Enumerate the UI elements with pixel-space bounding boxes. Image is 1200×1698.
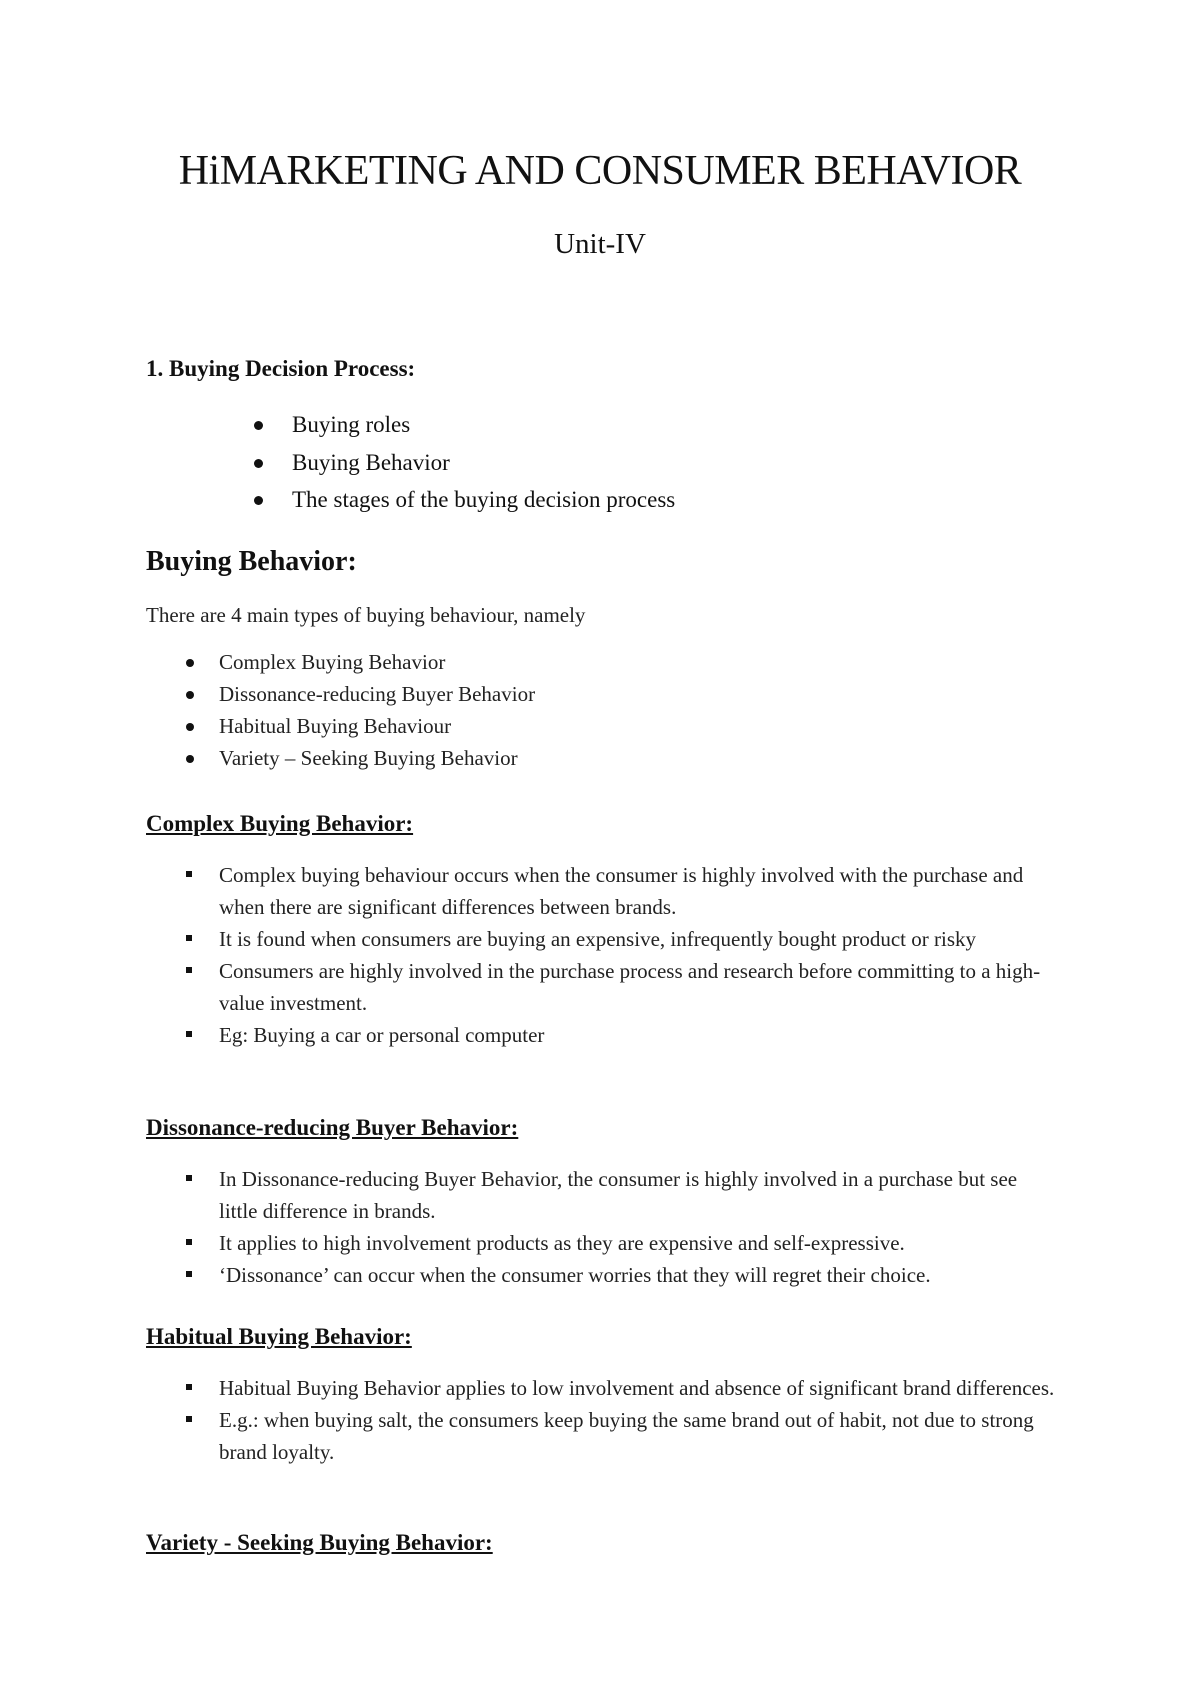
- list-item: [146, 1404, 1056, 1468]
- list-item-text: Habitual Buying Behavior applies to low involvement and absence of significant brand differences.: [219, 1376, 1055, 1400]
- section-habitual-buying: [146, 1322, 1056, 1468]
- variety-heading: Variety - Seeking Buying Behavior:: [146, 1530, 493, 1555]
- habitual-points-list: [146, 1372, 1056, 1468]
- square-bullet-icon: [186, 1416, 192, 1422]
- unit-label: Unit-IV: [554, 228, 646, 260]
- list-item-text: Variety – Seeking Buying Behavior: [219, 746, 518, 770]
- list-item-text: Consumers are highly involved in the purchase process and research before committing to a high-value investment.: [219, 959, 1041, 1015]
- section-dissonance-reducing: [146, 1113, 1056, 1291]
- list-item-text: ‘Dissonance’ can occur when the consumer worries that they will regret their choice.: [219, 1263, 931, 1287]
- square-bullet-icon: [186, 1175, 192, 1181]
- list-item-text: Buying Behavior: [292, 449, 450, 475]
- list-item: [146, 742, 1056, 774]
- behavior-types-list: [146, 646, 1056, 774]
- list-item-text: E.g.: when buying salt, the consumers keep buying the same brand out of habit, not due to strong brand loyalty.: [219, 1408, 1034, 1464]
- list-item-text: The stages of the buying decision process: [292, 487, 676, 512]
- section-buying-decision-process: [146, 354, 1056, 519]
- document-title: HiMARKETING AND CONSUMER BEHAVIOR: [178, 148, 1022, 194]
- bullet-icon: [186, 755, 194, 763]
- complex-points-list: [146, 859, 1056, 1051]
- list-item-text: Eg: Buying a car or personal computer: [219, 1023, 545, 1047]
- dissonance-heading: Dissonance-reducing Buyer Behavior:: [146, 1115, 519, 1140]
- bullet-icon: [254, 421, 263, 430]
- dissonance-points-list: [146, 1163, 1056, 1291]
- list-item: [146, 481, 1056, 519]
- list-item: [146, 1163, 1056, 1227]
- list-item: [146, 1227, 1056, 1259]
- square-bullet-icon: [186, 1384, 192, 1390]
- list-item: [146, 955, 1056, 1019]
- section-heading: 1. Buying Decision Process:: [146, 356, 416, 381]
- square-bullet-icon: [186, 1271, 192, 1277]
- square-bullet-icon: [186, 1031, 192, 1037]
- list-item: [146, 678, 1056, 710]
- list-item-text: Complex buying behaviour occurs when the consumer is highly involved with the purchase and when there are significant differences between brands.: [219, 863, 1024, 919]
- square-bullet-icon: [186, 1239, 192, 1245]
- list-item-text: Dissonance-reducing Buyer Behavior: [219, 682, 536, 706]
- square-bullet-icon: [186, 967, 192, 973]
- bullet-icon: [254, 496, 263, 505]
- bullet-icon: [186, 659, 194, 667]
- outline-list: [146, 406, 1056, 519]
- list-item-text: Habitual Buying Behaviour: [219, 714, 452, 738]
- list-item-text: Buying roles: [292, 412, 411, 437]
- list-item-text: Complex Buying Behavior: [219, 650, 446, 674]
- list-item: [146, 1259, 1056, 1291]
- list-item: [146, 406, 1056, 444]
- complex-heading: Complex Buying Behavior:: [146, 811, 414, 836]
- habitual-heading: Habitual Buying Behavior:: [146, 1324, 412, 1349]
- list-item: [146, 646, 1056, 678]
- intro-text: There are 4 main types of buying behaviour, namely: [146, 603, 586, 627]
- list-item: [146, 710, 1056, 742]
- list-item: [146, 923, 1056, 955]
- list-item-text: In Dissonance-reducing Buyer Behavior, the consumer is highly involved in a purchase but see little difference in brands.: [219, 1167, 1018, 1223]
- list-item-text: It applies to high involvement products as they are expensive and self-expressive.: [219, 1231, 905, 1255]
- list-item-text: It is found when consumers are buying an expensive, infrequently bought product or risky: [219, 927, 976, 951]
- list-item: [146, 859, 1056, 923]
- buying-behavior-heading: Buying Behavior:: [146, 546, 357, 577]
- list-item: [146, 1372, 1056, 1404]
- list-item: [146, 1019, 1056, 1051]
- square-bullet-icon: [186, 871, 192, 877]
- section-variety-seeking: [146, 1528, 1056, 1558]
- bullet-icon: [186, 723, 194, 731]
- square-bullet-icon: [186, 935, 192, 941]
- bullet-icon: [254, 459, 263, 468]
- section-complex-buying: [146, 809, 1056, 1051]
- list-item: [146, 444, 1056, 482]
- section-buying-behavior: [146, 544, 1056, 774]
- bullet-icon: [186, 691, 194, 699]
